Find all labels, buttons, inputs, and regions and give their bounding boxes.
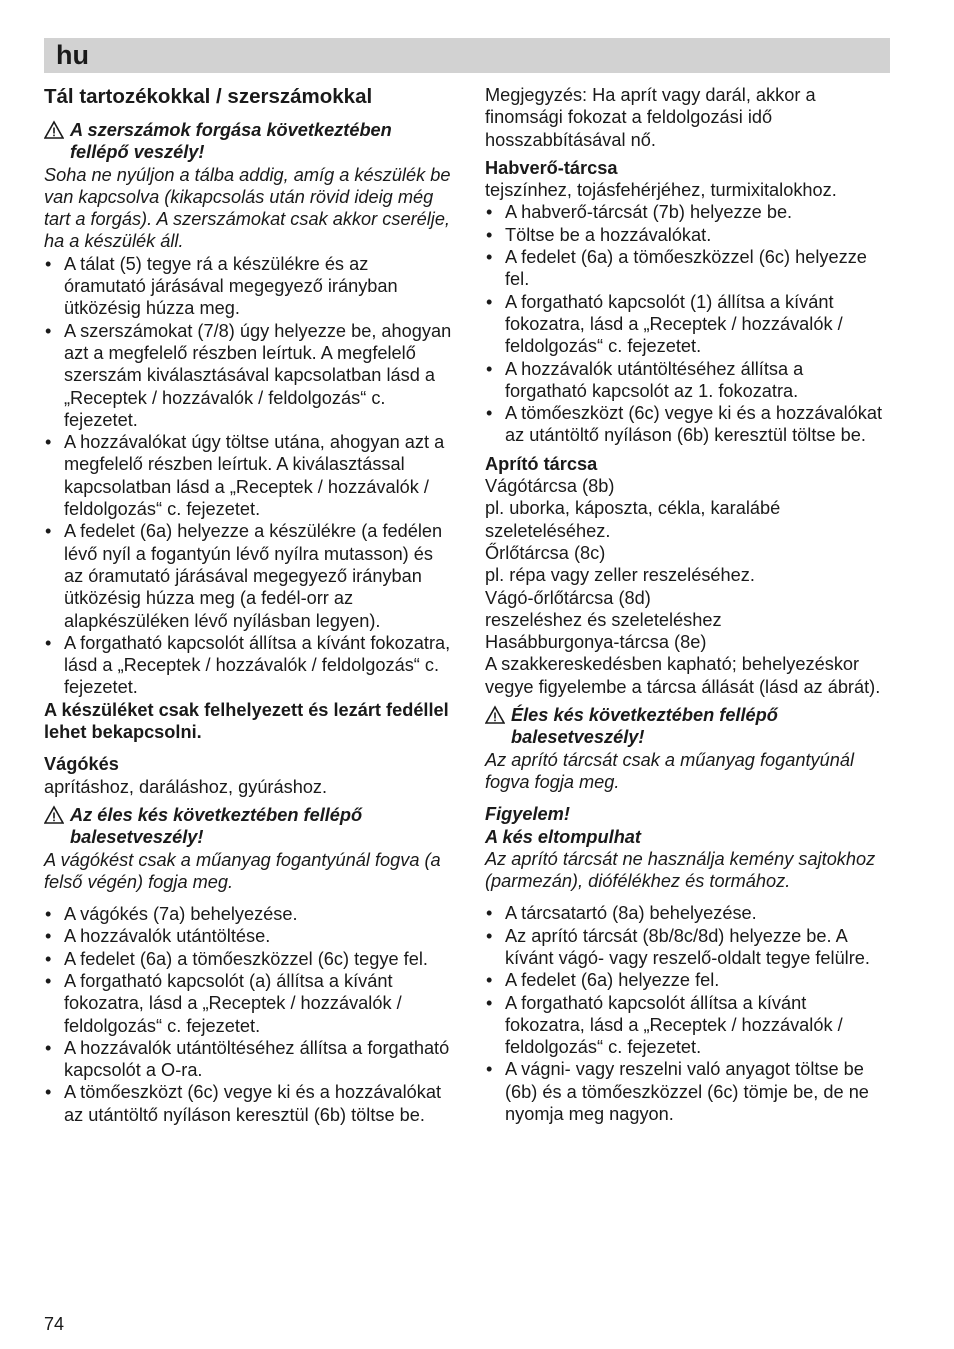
list-item: • A fedelet (6a) a tömőeszközzel (6c) helyezze fel. — [485, 246, 890, 291]
instruction-list — [485, 902, 890, 1125]
text-line: Hasábburgonya-tárcsa (8e) — [485, 632, 707, 653]
page-number: 74 — [44, 1314, 65, 1334]
list-item: • Az aprító tárcsát (8b/8c/8d) helyezze be. A kívánt vágó- vagy reszelő-oldalt tegye felülre. — [485, 925, 890, 970]
list-item: • A tálat (5) tegye rá a készülékre és az óramutató járásával megegyező irányban ütközésig húzza meg. — [44, 253, 454, 320]
instruction-list — [44, 903, 454, 1126]
list-item: • A tömőeszközt (6c) vegye ki és a hozzávalókat az utántöltő nyíláson (6b) keresztül töltse be. — [485, 402, 890, 447]
attention-text: Az aprító tárcsát ne használja kemény sajtokhoz (parmezán), diófélékhez és tormához. — [485, 848, 876, 892]
subsection-title-habvero: Habverő-tárcsa — [485, 157, 618, 178]
list-item: • A hozzávalók utántöltéséhez állítsa a forgatható kapcsolót a O-ra. — [44, 1037, 454, 1082]
list-item: • A forgatható kapcsolót (a) állítsa a kívánt fokozatra, lásd a „Receptek / hozzávalók / feldolgozás“ c. fejezetet. — [44, 970, 454, 1037]
text-line: A szakkereskedésben kapható; behelyezéskor vegye figyelembe a tárcsa állását (lásd az ábrát). — [485, 654, 881, 697]
list-item: • Töltse be a hozzávalókat. — [485, 224, 890, 246]
list-item: • A vágni- vagy reszelni való anyagot töltse be (6b) és a tömőeszközzel (6c) tömje be, de ne nyomja meg nagyon. — [485, 1058, 890, 1125]
warning-text: Az aprító tárcsát csak a műanyag fogantyúnál fogva fogja meg. — [485, 749, 855, 792]
list-item: • A habverő-tárcsát (7b) helyezze be. — [485, 201, 890, 223]
warning-title: A szerszámok forgása következtében fellépő veszély! — [70, 120, 392, 163]
text-line: pl. répa vagy zeller reszeléséhez. — [485, 565, 755, 586]
instruction-list — [485, 201, 890, 446]
warning-text: Soha ne nyúljon a tálba addig, amíg a készülék be van kapcsolva (kikapcsolás után rövid ideig még tart a forgás). A szerszámokat csak akkor cserélje, ha a készülék áll. — [44, 164, 451, 252]
text-line: pl. uborka, káposzta, cékla, karalábé szeleteléséhez. — [485, 498, 781, 541]
list-item: • A tömőeszközt (6c) vegye ki és a hozzávalókat az utántöltő nyíláson keresztül (6b) töltse be. — [44, 1081, 454, 1126]
right-column — [485, 84, 890, 1125]
warning-text: A vágókést csak a műanyag fogantyúnál fogva (a felső végén) fogja meg. — [44, 849, 441, 892]
note-text: Megjegyzés: Ha aprít vagy darál, akkor a finomsági fokozat a feldolgozási idő hosszabbításával nő. — [485, 85, 816, 150]
warning-triangle-icon — [44, 120, 64, 140]
list-item: • A fedelet (6a) a tömőeszközzel (6c) tegye fel. — [44, 948, 454, 970]
list-item: • A hozzávalók utántöltése. — [44, 925, 454, 947]
list-item: • A szerszámokat (7/8) úgy helyezze be, ahogyan azt a megfelelő részben leírtuk. A megfelelő szerszám kiválasztásával kapcsolatban lásd a „Receptek / hozzávalók / feldolgozás“ c. fejezetet. — [44, 320, 454, 431]
warning-block — [485, 704, 890, 749]
bold-note: A készüléket csak felhelyezett és lezárt fedéllel lehet bekapcsolni. — [44, 699, 449, 743]
warning-triangle-icon — [44, 805, 64, 825]
warning-block — [44, 119, 454, 164]
warning-title: Az éles kés következtében fellépő balesetveszély! — [70, 804, 363, 848]
subsection-title-aprito: Aprító tárcsa — [485, 453, 598, 474]
list-item: • A forgatható kapcsolót állítsa a kívánt fokozatra, lásd a „Receptek / hozzávalók / feldolgozás“ c. fejezetet. — [44, 632, 454, 699]
warning-title: Éles kés következtében fellépő balesetveszély! — [511, 705, 778, 748]
subsection-title-vagokes: Vágókés — [44, 754, 119, 775]
text-line: reszeléshez és szeleteléshez — [485, 609, 722, 630]
subsection-desc: tejszínhez, tojásfehérjéhez, turmixitalokhoz. — [485, 180, 837, 201]
list-item: • A forgatható kapcsolót állítsa a kívánt fokozatra, lásd a „Receptek / hozzávalók / feldolgozás“ c. fejezetet. — [485, 992, 890, 1059]
list-item: • A fedelet (6a) helyezze fel. — [485, 969, 890, 991]
list-item: • A tárcsatartó (8a) behelyezése. — [485, 902, 890, 924]
list-item: • A fedelet (6a) helyezze a készülékre (a fedélen lévő nyíl a fogantyún lévő nyílra mutasson) és az óramutató járásával megegyező irányban ütközésig húzza meg (a fedél-orr az alapkészüléken lévő nyílásban legyen). — [44, 520, 454, 631]
subsection-desc: aprításhoz, daráláshoz, gyúráshoz. — [44, 776, 328, 797]
warning-block — [44, 804, 454, 849]
attention-title: Figyelem! — [485, 804, 570, 825]
language-header-bar — [44, 38, 890, 73]
instruction-list — [44, 253, 454, 699]
list-item: • A vágókés (7a) behelyezése. — [44, 903, 454, 925]
list-item: • A hozzávalók utántöltéséhez állítsa a forgatható kapcsolót az 1. fokozatra. — [485, 358, 890, 403]
language-code: hu — [56, 40, 89, 70]
text-line: Őrlőtárcsa (8c) — [485, 542, 606, 563]
warning-triangle-icon — [485, 705, 505, 725]
left-column — [44, 84, 454, 1126]
attention-subtitle: A kés eltompulhat — [485, 826, 641, 847]
text-line: Vágó-őrlőtárcsa (8d) — [485, 587, 651, 608]
section-heading: Tál tartozékokkal / szerszámokkal — [44, 85, 373, 108]
list-item: • A forgatható kapcsolót (1) állítsa a kívánt fokozatra, lásd a „Receptek / hozzávalók / feldolgozás“ c. fejezetet. — [485, 291, 890, 358]
list-item: • A hozzávalókat úgy töltse utána, ahogyan azt a megfelelő részben leírtuk. A kiválasztással kapcsolatban lásd a „Receptek / hozzávalók / feldolgozás“ c. fejezetet. — [44, 431, 454, 520]
text-line: Vágótárcsa (8b) — [485, 476, 615, 497]
